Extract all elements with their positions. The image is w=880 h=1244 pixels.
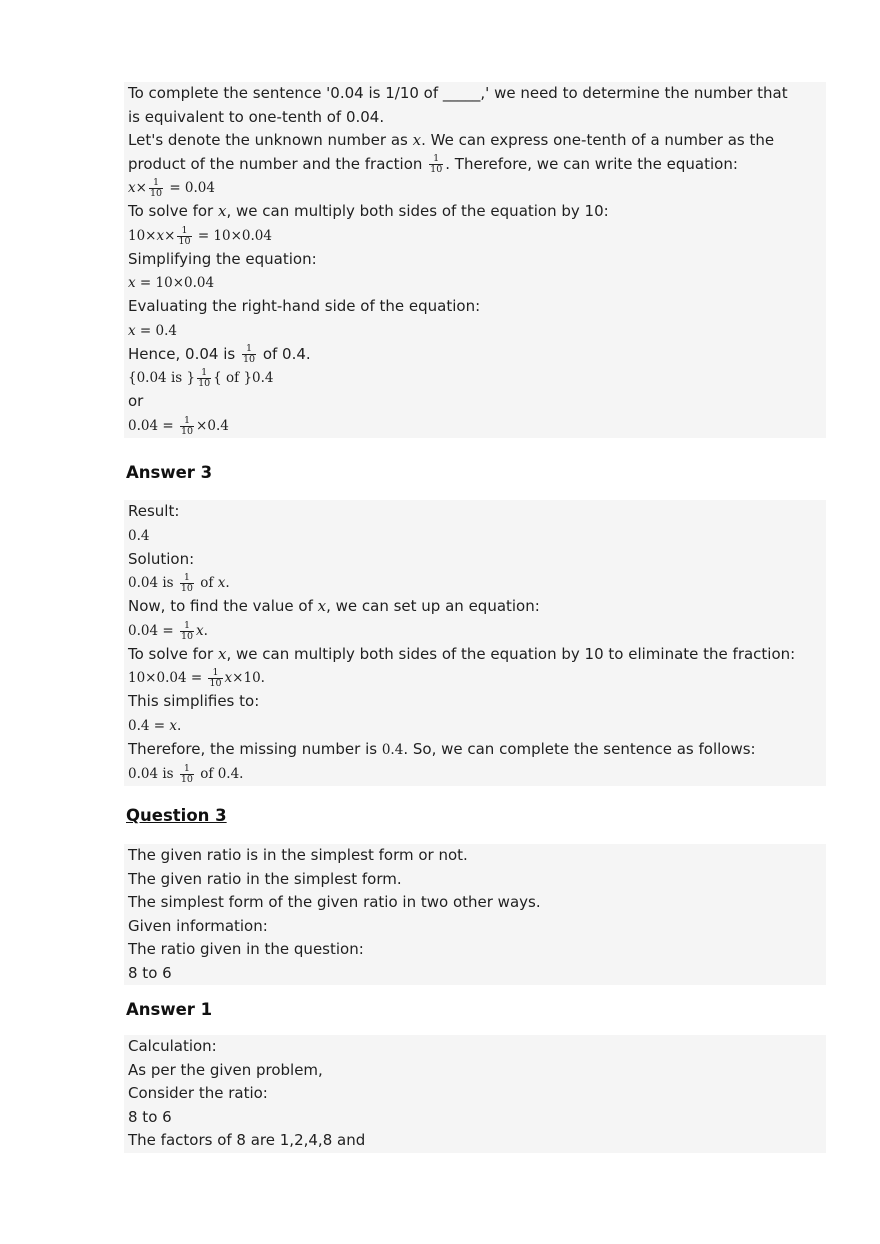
paragraph: This simplifies to: <box>124 690 826 714</box>
question-3-body <box>126 844 826 985</box>
paragraph: 8 to 6 <box>124 1106 826 1130</box>
paragraph: Solution: <box>124 548 826 572</box>
equation: 10×0.04 = $\frac{1}{10}$ x×10. <box>124 666 826 690</box>
fraction: $\frac{1}{10}$ <box>180 619 194 642</box>
paragraph: The factors of 8 are 1,2,4,8 and <box>124 1129 826 1153</box>
paragraph: The given ratio is in the simplest form or not. <box>124 844 826 868</box>
paragraph: As per the given problem, <box>124 1059 826 1083</box>
section-heading: Question 3 <box>126 806 227 825</box>
equation: 0.04 = $\frac{1}{10}$ ×0.4 <box>124 414 826 438</box>
paragraph: To solve for x, we can multiply both sides of the equation by 10 to eliminate the fraction: <box>124 643 826 667</box>
fraction: $\frac{1}{10}$ <box>242 342 256 365</box>
equation: 0.04 is $\frac{1}{10}$ of x. <box>124 571 826 595</box>
equation: 0.04 is $\frac{1}{10}$ of 0.4. <box>124 762 826 786</box>
fraction: $\frac{1}{10}$ <box>180 572 193 594</box>
paragraph: Result: <box>124 500 826 524</box>
fraction: $\frac{1}{10}$ <box>180 414 194 437</box>
fraction: $\frac{1}{10}$ <box>430 152 443 175</box>
paragraph: Calculation: <box>124 1035 826 1059</box>
paragraph: Evaluating the right-hand side of the equation: <box>124 295 826 319</box>
equation: x = 10×0.04 <box>124 271 826 295</box>
equation: x× $\frac{1}{10}$ = 0.04 <box>124 176 826 200</box>
fraction: $\frac{1}{10}$ <box>178 224 191 247</box>
fraction: $\frac{1}{10}$ <box>198 367 211 389</box>
text: product of the number and the fraction <box>128 154 428 173</box>
equation: {0.04 is } $\frac{1}{10}$ { of }0.4 <box>124 366 826 390</box>
equation: 0.04 = $\frac{1}{10}$ x. <box>124 619 826 643</box>
equation: 10×x× $\frac{1}{10}$ = 10×0.04 <box>124 224 826 248</box>
section-heading: Answer 1 <box>126 1000 213 1019</box>
paragraph: To complete the sentence '0.04 is 1/10 of _____,' we need to determine the number that <box>124 82 826 106</box>
answer-1-body <box>126 1035 826 1153</box>
paragraph: Simplifying the equation: <box>124 248 826 272</box>
paragraph: The ratio given in the question: <box>124 938 826 962</box>
variable: x <box>412 131 422 149</box>
text: . Therefore, we can write the equation: <box>445 154 738 173</box>
paragraph: The given ratio in the simplest form. <box>124 868 826 892</box>
answer-3-body <box>126 500 826 786</box>
equation: 0.4 = x. <box>124 714 826 738</box>
fraction: $\frac{1}{10}$ <box>209 667 222 689</box>
equation: x = 0.4 <box>124 319 826 343</box>
fraction: $\frac{1}{10}$ <box>180 762 193 785</box>
fraction: $\frac{1}{10}$ <box>149 177 163 199</box>
paragraph: Given information: <box>124 915 826 939</box>
answer-2-body <box>126 82 826 438</box>
paragraph <box>124 153 826 177</box>
paragraph: 8 to 6 <box>124 962 826 986</box>
paragraph <box>124 129 826 153</box>
paragraph: is equivalent to one-tenth of 0.04. <box>124 106 826 130</box>
paragraph: The simplest form of the given ratio in two other ways. <box>124 891 826 915</box>
paragraph: or <box>124 390 826 414</box>
equation: 0.4 <box>124 524 826 548</box>
paragraph: Consider the ratio: <box>124 1082 826 1106</box>
paragraph: Hence, 0.04 is $\frac{1}{10}$ of 0.4. <box>124 343 826 367</box>
paragraph: To solve for x, we can multiply both sides of the equation by 10: <box>124 200 826 224</box>
paragraph: Now, to find the value of x, we can set up an equation: <box>124 595 826 619</box>
text: . We can express one-tenth of a number as the <box>421 131 775 149</box>
section-heading: Answer 3 <box>126 463 213 482</box>
paragraph: Therefore, the missing number is 0.4. So, we can complete the sentence as follows: <box>124 738 826 762</box>
text: Let's denote the unknown number as <box>128 131 413 149</box>
